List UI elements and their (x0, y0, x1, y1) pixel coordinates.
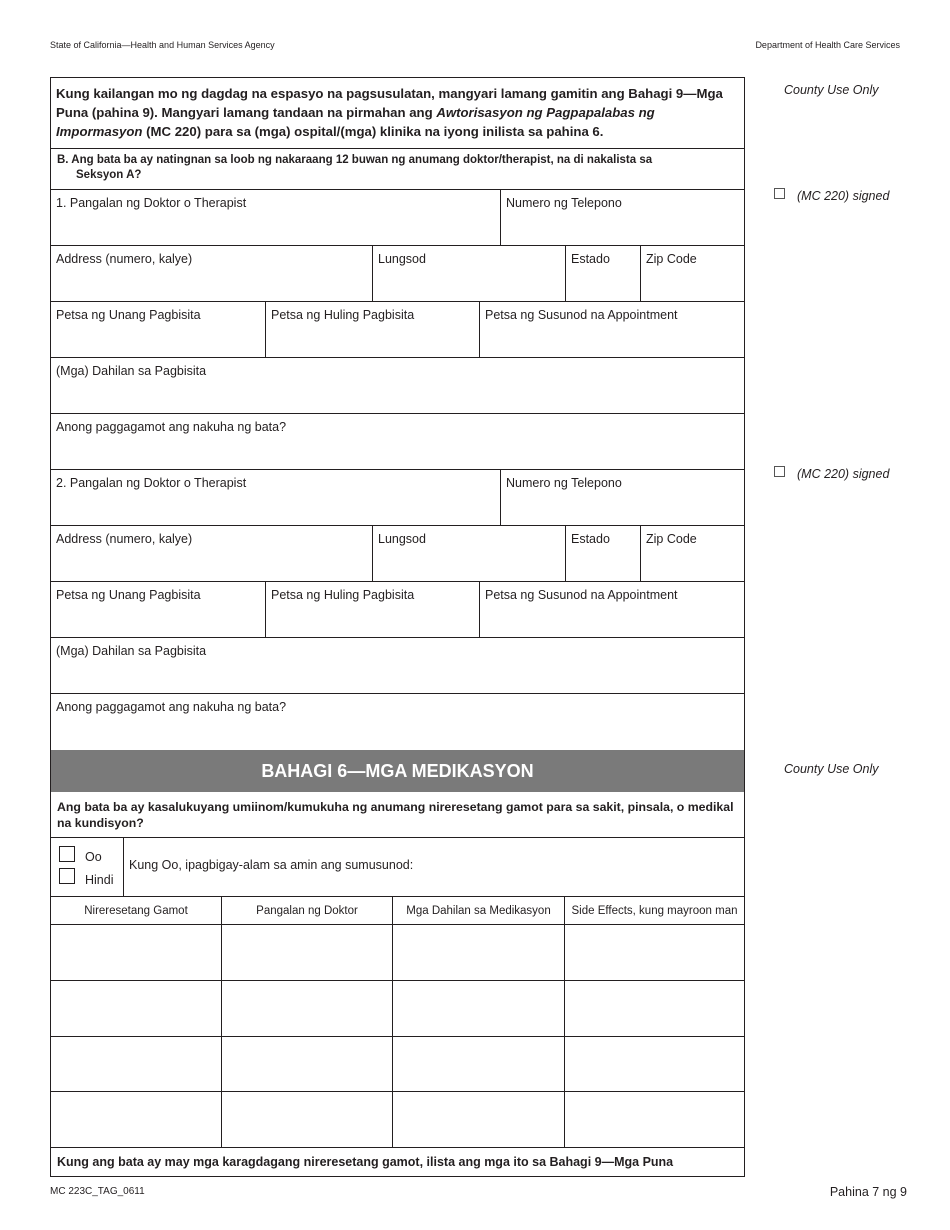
medication-row (51, 1037, 744, 1092)
doctor1-first-visit-label: Petsa ng Unang Pagbisita (56, 308, 201, 322)
doctor2-address-label: Address (numero, kalye) (56, 532, 193, 546)
doctor1-city-field[interactable] (373, 246, 566, 301)
no-checkbox[interactable] (59, 868, 75, 884)
intro-text-2: (MC 220) para sa (mga) ospital/(mga) klinika na iyong inilista sa pahina 6. (142, 124, 604, 139)
county-use-only-label: County Use Only (784, 83, 879, 97)
doctor2-address-field[interactable] (51, 526, 373, 581)
doctor2-address-row (51, 526, 744, 582)
medication-table-header (51, 897, 744, 925)
medication-name-cell[interactable] (51, 1037, 222, 1091)
question-b (51, 149, 744, 190)
medication-doctor-cell[interactable] (222, 925, 393, 980)
doctor1-first-visit-field[interactable] (51, 302, 266, 357)
doctor1-treatment-field[interactable] (51, 414, 744, 470)
doctor2-state-label: Estado (571, 532, 610, 546)
section6-title: BAHAGI 6—MGA MEDIKASYON (51, 750, 744, 792)
medication-side-effects-cell[interactable] (565, 925, 744, 980)
medication-row (51, 1092, 744, 1148)
medication-reason-cell[interactable] (393, 1037, 565, 1091)
intro-text-1: Kung kailangan mo ng dagdag na espasyo na pagsusulatan, mangyari lamang gamitin ang Bahagi 9—Mga Puna (pahina 9). Mangyari lamang tandaan na pirmahan ang (56, 86, 723, 120)
medication-side-effects-cell[interactable] (565, 1037, 744, 1091)
section6-question: Ang bata ba ay kasalukuyang umiinom/kumukuha ng anumang nireresetang gamot para sa sakit, pinsala, o medikal na kundisyon? (51, 792, 744, 838)
no-label: Hindi (85, 873, 114, 887)
form-table (50, 77, 745, 1177)
doctor2-name-row (51, 470, 744, 526)
medication-name-cell[interactable] (51, 925, 222, 980)
doctor2-first-visit-field[interactable] (51, 582, 266, 637)
doctor1-address-field[interactable] (51, 246, 373, 301)
doctor2-state-field[interactable] (566, 526, 641, 581)
medication-reason-cell[interactable] (393, 1092, 565, 1147)
county-use-only-label: County Use Only (784, 762, 879, 776)
doctor2-last-visit-field[interactable] (266, 582, 480, 637)
doctor1-next-appt-field[interactable] (480, 302, 744, 357)
doctor2-next-appt-label: Petsa ng Susunod na Appointment (485, 588, 678, 602)
page-number: Pahina 7 ng 9 (829, 1185, 907, 1199)
doctor2-phone-label: Numero ng Telepono (506, 476, 622, 490)
doctor1-address-label: Address (numero, kalye) (56, 252, 193, 266)
doctor2-first-visit-label: Petsa ng Unang Pagbisita (56, 588, 201, 602)
mc220-signed-checkbox-2[interactable] (774, 466, 785, 477)
doctor1-name-field[interactable] (51, 190, 501, 245)
doctor2-phone-field[interactable] (501, 470, 744, 525)
doctor1-zip-field[interactable] (641, 246, 744, 301)
doctor2-reasons-field[interactable] (51, 638, 744, 694)
doctor1-reasons-label: (Mga) Dahilan sa Pagbisita (56, 364, 207, 378)
doctor1-name-row (51, 190, 744, 246)
doctor1-last-visit-label: Petsa ng Huling Pagbisita (271, 308, 415, 322)
column-header-reasons: Mga Dahilan sa Medikasyon (393, 897, 565, 924)
doctor1-last-visit-field[interactable] (266, 302, 480, 357)
additional-medications-note: Kung ang bata ay may mga karagdagang nireresetang gamot, ilista ang mga ito sa Bahagi 9—Mga Puna (57, 1155, 674, 1169)
doctor2-zip-label: Zip Code (646, 532, 697, 546)
doctor2-zip-field[interactable] (641, 526, 744, 581)
medication-name-cell[interactable] (51, 981, 222, 1036)
doctor1-phone-label: Numero ng Telepono (506, 196, 622, 210)
doctor2-treatment-label: Anong paggagamot ang nakuha ng bata? (56, 700, 287, 714)
medication-row (51, 925, 744, 981)
doctor2-city-field[interactable] (373, 526, 566, 581)
doctor1-address-row (51, 246, 744, 302)
doctor1-dates-row (51, 302, 744, 358)
doctor2-reasons-label: (Mga) Dahilan sa Pagbisita (56, 644, 207, 658)
doctor1-city-label: Lungsod (378, 252, 426, 266)
doctor2-next-appt-field[interactable] (480, 582, 744, 637)
doctor1-next-appt-label: Petsa ng Susunod na Appointment (485, 308, 678, 322)
column-header-side-effects: Side Effects, kung mayroon man (571, 905, 738, 917)
yes-no-row (51, 838, 744, 897)
question-b-line2: Seksyon A? (76, 169, 142, 181)
doctor2-last-visit-label: Petsa ng Huling Pagbisita (271, 588, 415, 602)
doctor2-treatment-field[interactable] (51, 694, 744, 750)
mc220-signed-label-1: (MC 220) signed (797, 189, 890, 203)
medication-side-effects-cell[interactable] (565, 1092, 744, 1147)
medication-doctor-cell[interactable] (222, 1037, 393, 1091)
if-yes-instruction: Kung Oo, ipagbigay-alam sa amin ang sumusunod: (129, 858, 414, 872)
intro-italic: Awtorisasyon ng Pagpapalabas ng Impormasyon (56, 105, 655, 139)
medication-name-cell[interactable] (51, 1092, 222, 1147)
medication-side-effects-cell[interactable] (565, 981, 744, 1036)
medication-reason-cell[interactable] (393, 981, 565, 1036)
yes-checkbox[interactable] (59, 846, 75, 862)
department-header: Department of Health Care Services (755, 40, 900, 50)
doctor2-name-field[interactable] (51, 470, 501, 525)
medication-row (51, 981, 744, 1037)
medication-doctor-cell[interactable] (222, 981, 393, 1036)
doctor1-reasons-field[interactable] (51, 358, 744, 414)
doctor2-name-label: 2. Pangalan ng Doktor o Therapist (56, 476, 247, 490)
medication-doctor-cell[interactable] (222, 1092, 393, 1147)
medication-reason-cell[interactable] (393, 925, 565, 980)
doctor1-treatment-label: Anong paggagamot ang nakuha ng bata? (56, 420, 287, 434)
doctor1-name-label: 1. Pangalan ng Doktor o Therapist (56, 196, 247, 210)
column-header-doctor: Pangalan ng Doktor (222, 897, 393, 924)
doctor1-state-field[interactable] (566, 246, 641, 301)
yes-no-options (51, 838, 124, 896)
form-id: MC 223C_TAG_0611 (50, 1186, 145, 1197)
doctor1-zip-label: Zip Code (646, 252, 697, 266)
doctor2-city-label: Lungsod (378, 532, 426, 546)
mc220-signed-checkbox-1[interactable] (774, 188, 785, 199)
doctor1-state-label: Estado (571, 252, 610, 266)
column-header-medication: Nireresetang Gamot (51, 897, 222, 924)
question-b-line1: B. Ang bata ba ay natingnan sa loob ng nakaraang 12 buwan ng anumang doktor/therapist, na di nakalista sa (57, 154, 653, 166)
agency-header: State of California—Health and Human Services Agency (50, 40, 275, 50)
doctor2-dates-row (51, 582, 744, 638)
if-yes-instruction-cell (124, 838, 744, 896)
doctor1-phone-field[interactable] (501, 190, 744, 245)
intro-instructions (51, 78, 744, 149)
mc220-signed-label-2: (MC 220) signed (797, 467, 890, 481)
yes-label: Oo (85, 850, 102, 864)
